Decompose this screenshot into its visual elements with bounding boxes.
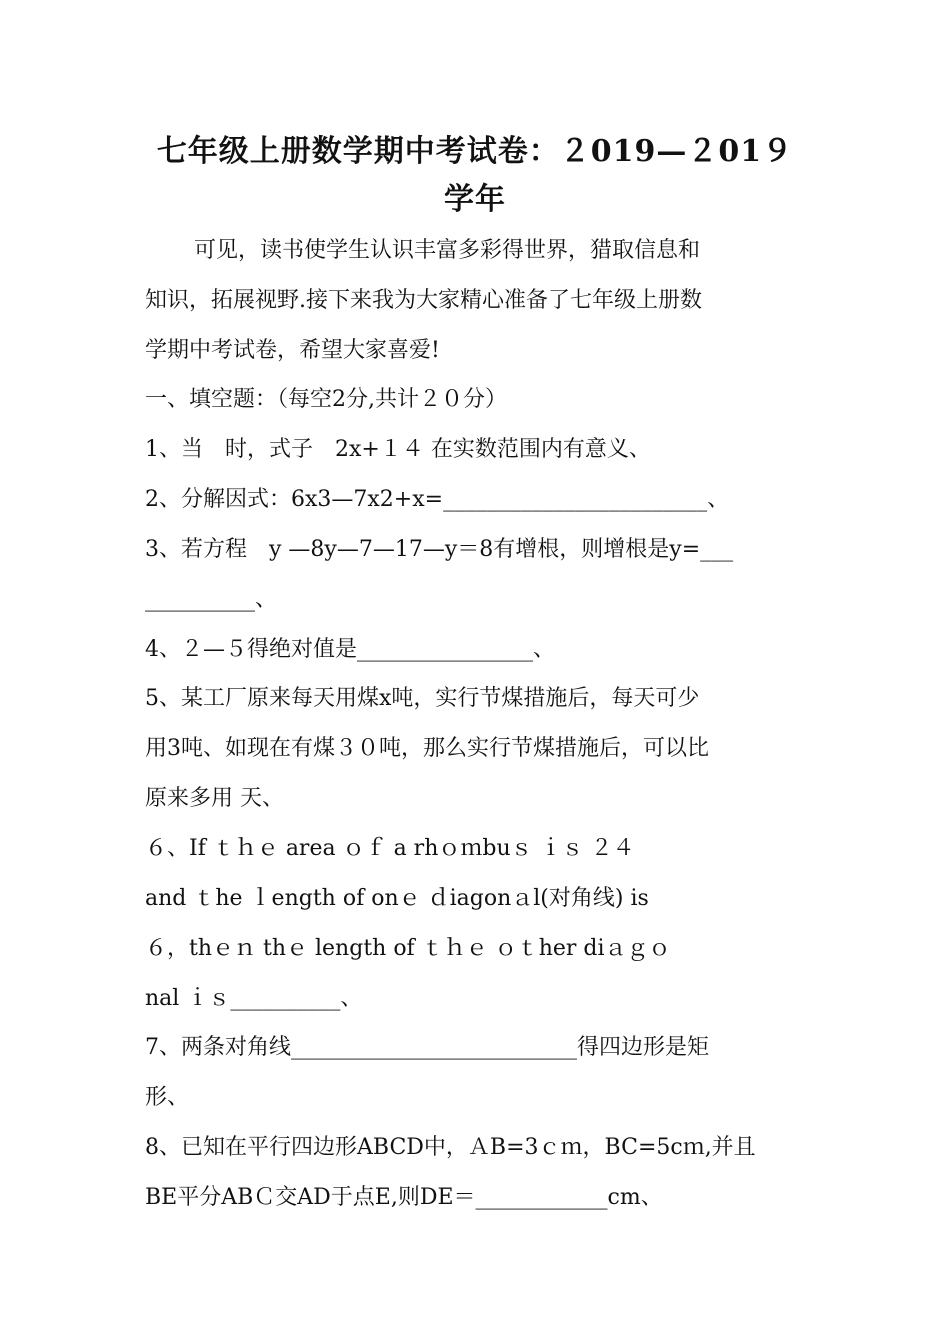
question-5-line-2: 用3吨、如现在有煤３０吨，那么实行节煤措施后，可以比: [145, 736, 709, 761]
question-1: 1、当 时，式子 2x+１４ 在实数范围内有意义、: [145, 437, 651, 462]
title-line-1: 七年级上册数学期中考试卷：２019—２01９: [156, 134, 794, 169]
question-6-line-2: and ｔhe ｌength of onｅ ｄiagonａl(对角线) is: [145, 886, 649, 911]
intro-line-1: 可见，读书使学生认识丰富多彩得世界，猎取信息和: [194, 238, 701, 263]
question-6-line-3: ６，thｅｎ thｅ length of ｔｈｅ ｏｔher diａｇｏ: [145, 936, 671, 961]
question-2: 2、分解因式：6x3—7x2+x=________________________、: [145, 487, 730, 512]
question-7-line-2: 形、: [145, 1085, 190, 1110]
question-5-line-3: 原来多用 天、: [145, 786, 284, 811]
question-4: 4、２—５得绝对值是________________、: [145, 637, 555, 662]
question-6-line-1: ６、If ｔｈｅ area ｏｆ a rhｏｍbuｓ ｉｓ ２４: [145, 836, 635, 861]
question-5-line-1: 5、某工厂原来每天用煤x吨，实行节煤措施后，每天可少: [145, 686, 700, 711]
question-3-line-2: __________、: [145, 587, 278, 612]
question-8-line-1: 8、已知在平行四边形ABCD中，ＡB=3ｃｍ，BC=5cｍ,并且: [145, 1135, 756, 1160]
question-3-line-1: 3、若方程 y —8y—7—17—y＝8有增根，则增根是y=___: [145, 537, 734, 562]
section-heading: 一、填空题：（每空2分,共计２０分）: [145, 387, 507, 412]
intro-line-2: 知识，拓展视野.接下来我为大家精心准备了七年级上册数: [145, 288, 702, 313]
question-8-line-2: BE平分ABＣ交AD于点E,则DE＝____________cm、: [145, 1185, 663, 1210]
question-7-line-1: 7、两条对角线__________________________得四边形是矩: [145, 1035, 709, 1060]
question-6-line-4: nal ｉｓ__________、: [145, 986, 363, 1011]
title-line-2: 学年: [444, 182, 506, 217]
intro-line-3: 学期中考试卷，希望大家喜爱!: [145, 338, 440, 363]
